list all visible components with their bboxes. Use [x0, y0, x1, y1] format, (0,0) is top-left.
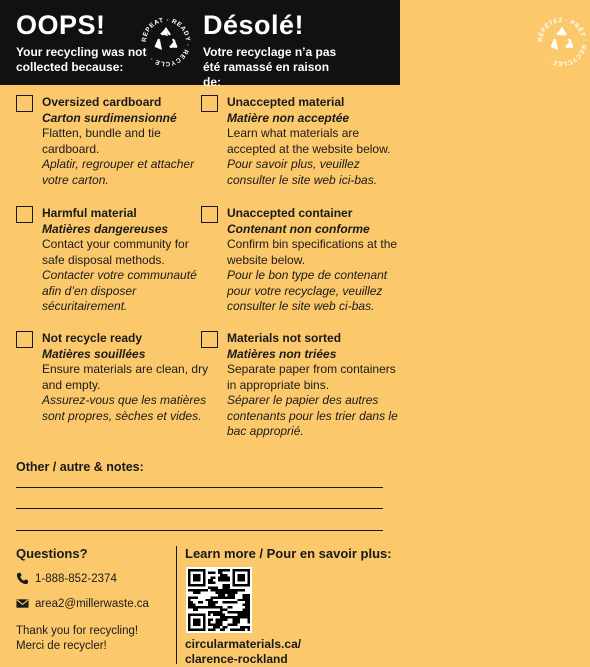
learn-more-title: Learn more / Pour en savoir plus:	[185, 546, 392, 561]
subtitle-fr: Votre recyclage n’a pas été ramassé en raison de:	[203, 45, 337, 89]
title-en: OOPS!	[16, 10, 106, 40]
header-english	[0, 0, 200, 85]
item-desc-en: Ensure materials are clean, dry and empty.	[42, 362, 209, 392]
email-address: area2@millerwaste.ca	[35, 597, 149, 610]
item-title: Harmful material	[42, 206, 137, 220]
item-title-fr: Carton surdimensionné	[42, 110, 177, 125]
header-bar	[0, 0, 588, 89]
questions-title: Questions?	[16, 546, 88, 561]
item-desc-fr: Pour savoir plus, veuillez consulter le site web ici-bas.	[227, 157, 378, 187]
item-title: Unaccepted container	[227, 206, 353, 220]
recycle-icon	[534, 14, 590, 70]
item-title: Unaccepted material	[227, 95, 345, 109]
recycle-icon	[138, 14, 194, 70]
footer	[0, 540, 400, 667]
checkbox[interactable]	[16, 206, 33, 223]
item-title-fr: Matières souillées	[42, 346, 146, 361]
notes-line[interactable]	[16, 487, 383, 488]
item-desc-fr: Séparer le papier des autres contenants pour les trier dans le bac approprié.	[227, 393, 398, 438]
item-text	[227, 206, 405, 315]
item-desc-fr: Aplatir, regrouper et attacher votre carton.	[42, 157, 195, 187]
item-desc-fr: Contacter votre communauté afin d’en disposer sécuritairement.	[42, 268, 197, 313]
checkbox[interactable]	[16, 331, 33, 348]
checkbox[interactable]	[16, 95, 33, 112]
item-text	[227, 95, 405, 188]
item-desc-en: Flatten, bundle and tie cardboard.	[42, 126, 161, 156]
badge-text-fr: RÉPÉTEZ · PRÊT · RECYCLEZ ·	[536, 16, 588, 68]
email-contact[interactable]	[16, 597, 149, 610]
item-title: Oversized cardboard	[42, 95, 162, 109]
title-fr: Désolé!	[203, 10, 305, 40]
item-title: Materials not sorted	[227, 331, 342, 345]
email-icon	[16, 597, 29, 610]
item-desc-fr: Assurez-vous que les matières sont propres, sèches et vides.	[42, 393, 207, 423]
item-text	[42, 95, 212, 188]
phone-icon	[16, 572, 29, 585]
phone-number: 1-888-852-2374	[35, 572, 117, 585]
item-text	[227, 331, 405, 440]
item-desc-fr: Pour le bon type de contenant pour votre recyclage, veuillez consulter le site web ci-bas.	[227, 268, 388, 313]
phone-contact[interactable]	[16, 572, 117, 585]
recycle-badge-en	[138, 14, 194, 70]
checkbox[interactable]	[201, 331, 218, 348]
checkbox[interactable]	[201, 95, 218, 112]
badge-text-en: REPEAT · READY · RECYCLE ·	[140, 16, 192, 68]
footer-divider	[176, 546, 177, 664]
checkbox[interactable]	[201, 206, 218, 223]
subtitle-en: Your recycling was not collected because:	[16, 45, 147, 74]
item-title-fr: Matières dangereuses	[42, 221, 169, 236]
item-title-fr: Matières non triées	[227, 346, 337, 361]
item-desc-en: Learn what materials are accepted at the website below.	[227, 126, 391, 156]
item-title-fr: Matière non acceptée	[227, 110, 350, 125]
qr-code-image	[188, 569, 250, 631]
recycle-badge-fr	[534, 14, 590, 70]
website-link[interactable]	[185, 637, 301, 667]
svg-text:RÉPÉTEZ · PRÊT · RECYCLEZ ·	[537, 17, 587, 67]
notes-line[interactable]	[16, 530, 383, 531]
url-line-1: circularmaterials.ca/	[185, 637, 302, 651]
item-desc-en: Separate paper from containers in appropriate bins.	[227, 362, 396, 392]
qr-code[interactable]	[186, 567, 252, 633]
item-desc-en: Contact your community for safe disposal methods.	[42, 237, 189, 267]
item-desc-en: Confirm bin specifications at the website below.	[227, 237, 398, 267]
url-line-2: clarence-rockland	[185, 652, 288, 666]
header-french	[200, 0, 588, 89]
item-text	[42, 331, 212, 424]
thanks-text: Thank you for recycling! Merci de recycler!	[16, 625, 139, 652]
item-title-fr: Contenant non conforme	[227, 221, 370, 236]
item-text	[42, 206, 212, 315]
notes-label: Other / autre & notes:	[16, 460, 144, 474]
svg-text:REPEAT · READY · RECYCLE ·	[141, 17, 191, 67]
notes-line[interactable]	[16, 508, 383, 509]
item-title: Not recycle ready	[42, 331, 143, 345]
